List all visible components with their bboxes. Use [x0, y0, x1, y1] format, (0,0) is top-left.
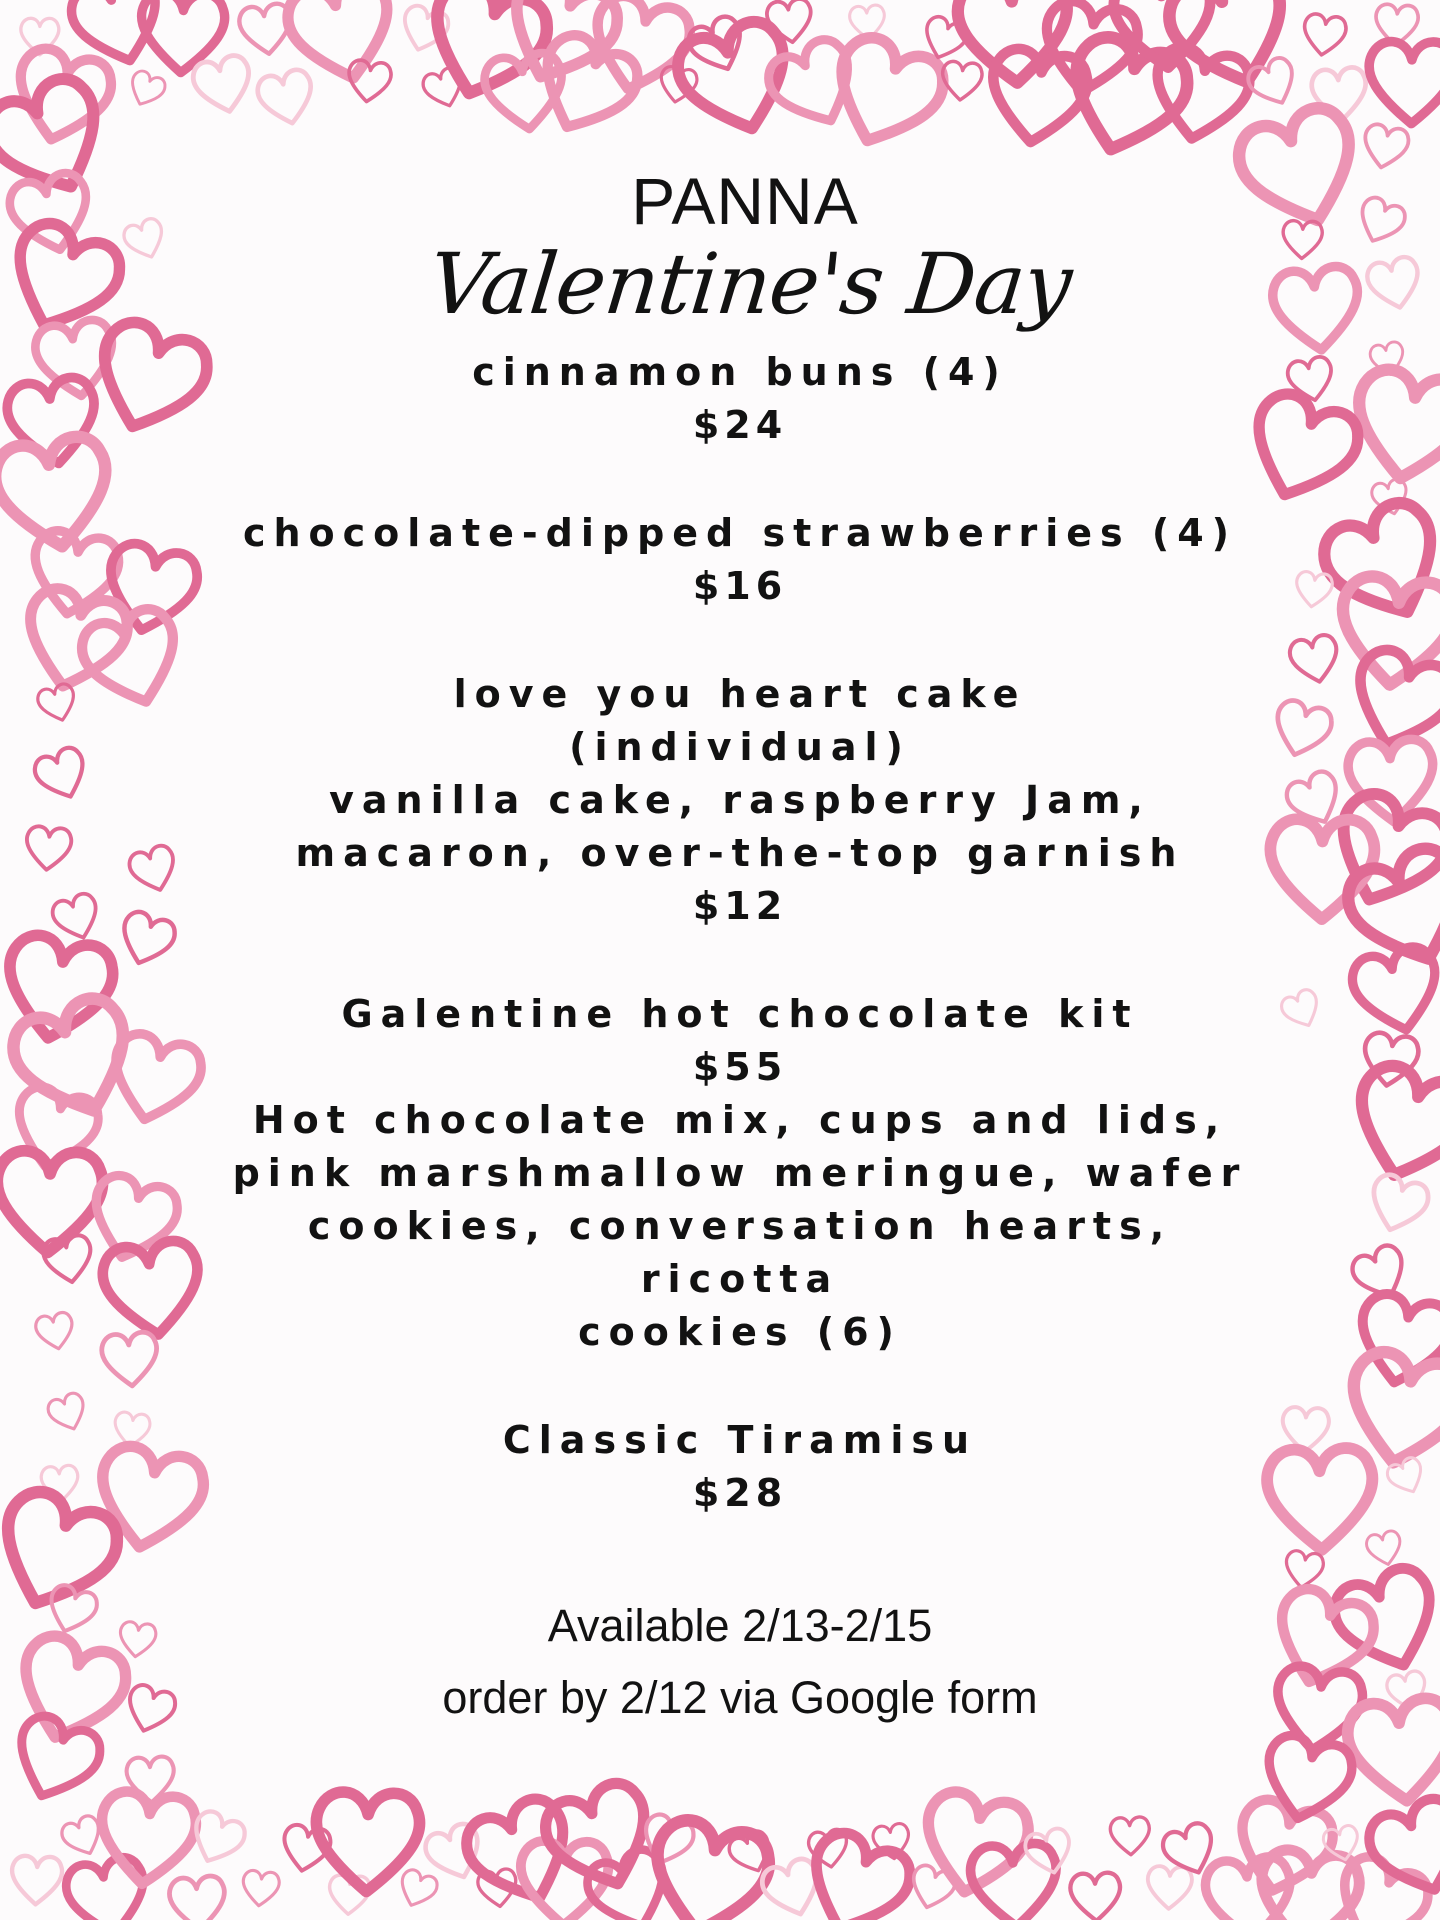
heart-icon: [49, 891, 104, 945]
heart-icon: [100, 1331, 159, 1388]
item-description: cookies, conversation hearts, ricotta: [307, 1204, 1173, 1302]
item-price: $16: [692, 564, 788, 609]
heart-icon: [1348, 943, 1440, 1040]
heart-icon: [45, 1391, 91, 1436]
heart-icon: [125, 68, 168, 111]
heart-icon: [1364, 255, 1424, 314]
heart-icon: [346, 59, 393, 104]
heart-icon: [1365, 1529, 1405, 1568]
heart-icon: [99, 1238, 205, 1341]
heart-icon: [940, 61, 983, 102]
heart-icon: [1301, 13, 1348, 58]
heart-icon: [1266, 1447, 1374, 1551]
footer: [200, 1590, 1280, 1734]
availability-text: Available 2/13-2/15: [547, 1600, 933, 1652]
heart-icon: [1351, 1290, 1440, 1392]
heart-icon: [34, 1311, 77, 1353]
heart-icon: [31, 744, 93, 805]
heart-icon: [90, 1442, 209, 1558]
item-price: $24: [692, 403, 788, 448]
heart-icon: [190, 53, 257, 118]
heart-icon: [1283, 1549, 1325, 1590]
item-name: Galentine hot chocolate kit: [341, 992, 1139, 1037]
heart-icon: [1282, 220, 1323, 259]
heart-icon: [795, 1825, 918, 1920]
heart-icon: [1335, 573, 1440, 690]
item-description: pink marshmallow meringue, wafer: [232, 1151, 1248, 1196]
item-price: $55: [692, 1045, 788, 1090]
menu-item-hot-chocolate-kit: [200, 988, 1280, 1359]
item-description: Hot chocolate mix, cups and lids,: [252, 1098, 1228, 1143]
valentines-day-title: Valentine's Day: [424, 235, 1076, 333]
heart-icon: [114, 908, 178, 971]
heart-icon: [1270, 264, 1363, 354]
heart-icon: [82, 1170, 183, 1268]
heart-icon: [95, 1789, 199, 1889]
heart-icon: [35, 682, 80, 726]
menu-item-cinnamon-buns: [200, 346, 1280, 452]
heart-icon: [121, 216, 170, 264]
heart-icon: [126, 843, 181, 897]
heart-icon: [122, 1682, 179, 1737]
heart-icon: [1352, 194, 1408, 249]
heart-icon: [1110, 1817, 1151, 1856]
item-name: cinnamon buns (4): [472, 350, 1008, 395]
heart-icon: [1369, 41, 1440, 124]
item-name: love you heart cake: [453, 672, 1027, 717]
heart-icon: [43, 1582, 101, 1638]
menu-item-strawberries: [200, 507, 1280, 613]
heart-icon: [1294, 570, 1334, 609]
heart-icon: [1287, 633, 1342, 687]
menu-items: [200, 346, 1280, 1520]
heart-icon: [1257, 1731, 1357, 1828]
heart-icon: [118, 1621, 157, 1659]
heart-icon: [15, 583, 133, 698]
menu-item-heart-cake: [200, 668, 1280, 933]
heart-icon: [1362, 1792, 1440, 1905]
item-price: $28: [692, 1471, 788, 1516]
heart-icon: [1342, 1059, 1440, 1191]
heart-icon: [83, 315, 215, 444]
heart-icon: [75, 603, 190, 715]
heart-icon: [1278, 987, 1325, 1033]
heart-icon: [103, 1029, 207, 1130]
heart-icon: [1070, 1872, 1122, 1920]
heart-icon: [255, 67, 319, 129]
menu-card: [200, 164, 1280, 1734]
heart-icon: [168, 1875, 227, 1920]
heart-icon: [24, 825, 72, 871]
item-description: macaron, over-the-top garnish: [295, 831, 1185, 876]
item-name-detail: (individual): [569, 725, 911, 770]
item-price: $12: [692, 884, 788, 929]
heart-icon: [1345, 1696, 1440, 1806]
heart-icon: [1314, 494, 1440, 635]
item-name: Classic Tiramisu: [502, 1418, 978, 1463]
heart-icon: [282, 0, 402, 90]
brand-title: PANNA: [631, 164, 859, 238]
heart-icon: [1360, 122, 1411, 172]
heart-icon: [241, 1870, 280, 1908]
heart-icon: [1147, 1866, 1193, 1910]
heart-icon: [1364, 1171, 1432, 1238]
heart-icon: [395, 1867, 440, 1912]
heart-icon: [41, 1234, 95, 1286]
heart-icon: [11, 1855, 63, 1905]
item-description: cookies (6): [578, 1310, 902, 1355]
item-name: chocolate-dipped strawberries (4): [242, 511, 1238, 556]
menu-item-tiramisu: [200, 1414, 1280, 1520]
item-description: vanilla cake, raspberry Jam,: [329, 778, 1151, 823]
order-info-text: order by 2/12 via Google form: [442, 1672, 1038, 1724]
